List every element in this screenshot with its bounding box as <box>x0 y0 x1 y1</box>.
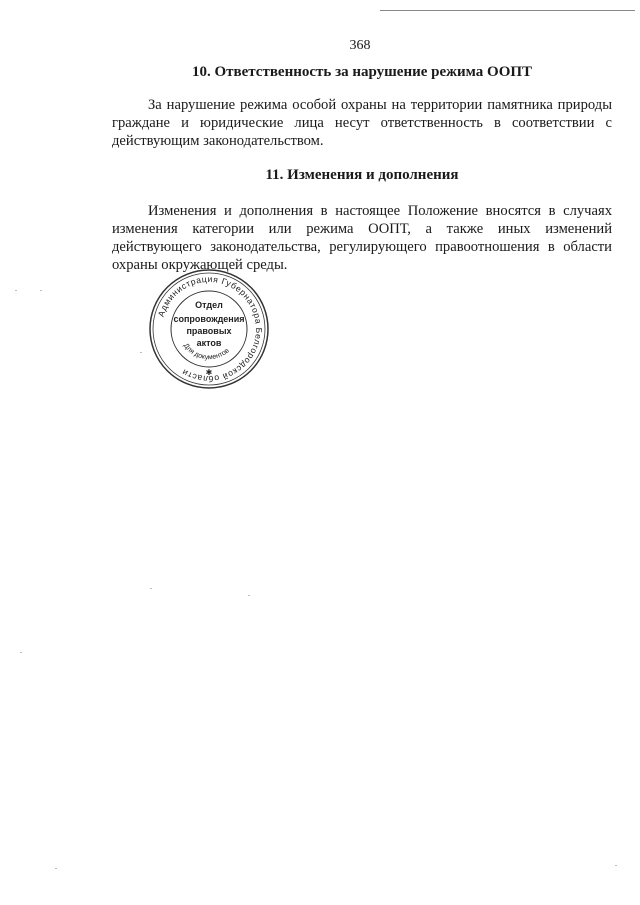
stamp-ring-text: Администрация Губернатора Белгородской области <box>155 273 265 385</box>
stamp-center-line-2: сопровождения <box>173 314 245 324</box>
scan-speck <box>248 595 250 596</box>
stamp-center-line-1: Отдел <box>195 300 223 310</box>
stamp-bottom-text: Для документов <box>181 342 231 362</box>
scan-speck <box>150 588 152 589</box>
scan-speck <box>40 290 42 291</box>
stamp-center-line-3: правовых <box>186 326 232 336</box>
scan-speck <box>15 290 17 291</box>
official-stamp <box>148 268 270 390</box>
top-rule <box>380 10 635 11</box>
stamp-star-icon: ✱ <box>205 368 213 377</box>
section-10-paragraph: За нарушение режима особой охраны на территории памятника природы граждане и юридические лица несут ответственность в соответствии с действующим законодательством. <box>112 97 612 149</box>
scan-speck <box>20 652 22 653</box>
section-11-title: 11. Изменения и дополнения <box>265 167 459 183</box>
section-11-paragraph: Изменения и дополнения в настоящее Положение вносятся в случаях изменения категории или режима ООПТ, а также иных изменений действующего законодательства, регулирующего правоотношения в области охраны окружающей среды. <box>112 203 612 273</box>
stamp-center-line-4: актов <box>196 338 222 348</box>
scan-speck <box>55 868 57 869</box>
page-number: 368 <box>349 38 371 53</box>
section-10-title: 10. Ответственность за нарушение режима ООПТ <box>191 64 533 80</box>
scan-speck <box>615 865 617 866</box>
scan-speck <box>140 352 142 353</box>
